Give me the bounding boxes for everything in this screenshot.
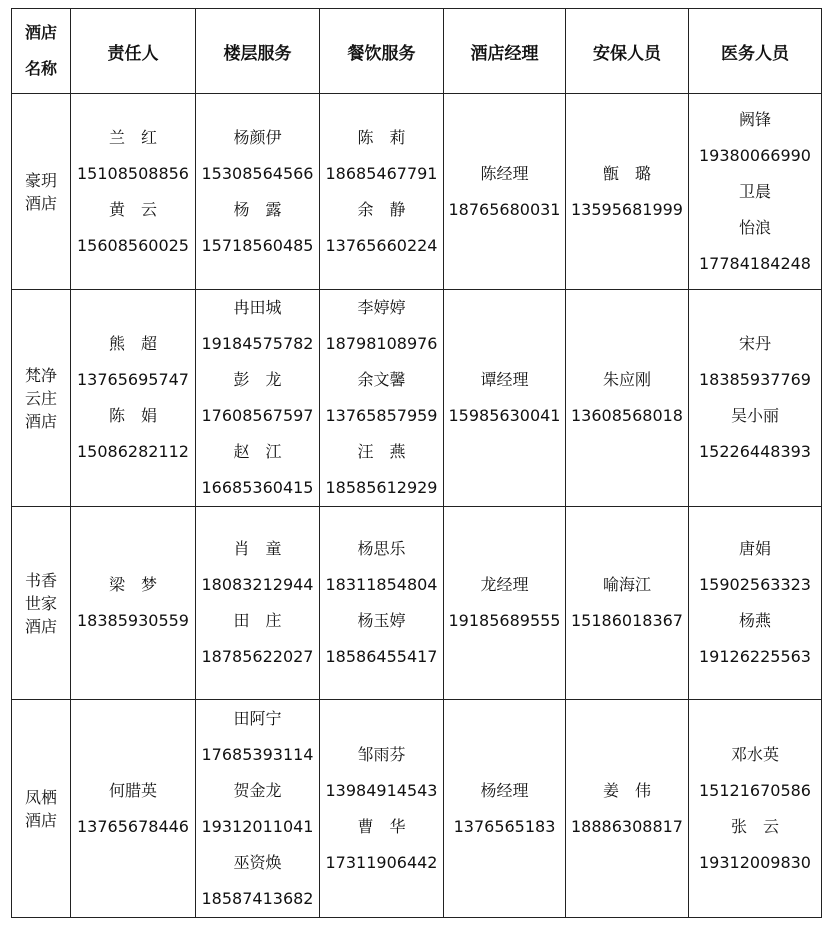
cell-line: 17608567597	[201, 406, 314, 425]
cell-line: 汪 燕	[357, 442, 406, 461]
cell-line: 冉田城	[233, 298, 282, 317]
cell-line: 17311906442	[325, 852, 438, 872]
cell-line: 15902563323	[699, 575, 811, 594]
security-cell	[566, 700, 689, 918]
cell-line: 黄 云	[108, 199, 157, 219]
cell-line: 17784184248	[699, 253, 811, 273]
table-row	[12, 700, 822, 918]
floor-service-cell	[196, 700, 320, 918]
header-responsible: 责任人	[71, 9, 196, 94]
header-row	[12, 9, 822, 94]
cell-line: 何腊英	[108, 780, 157, 800]
cell-line: 18585612929	[325, 478, 438, 497]
cell-line: 18385930559	[77, 611, 189, 630]
hotel-name-line: 酒店	[24, 616, 57, 636]
cell-line: 陈 娟	[108, 406, 157, 425]
floor-service-cell	[196, 94, 320, 290]
responsible-cell	[71, 290, 196, 507]
cell-line: 田 庄	[233, 611, 282, 630]
cell-line: 田阿宁	[233, 708, 282, 728]
cell-line: 怡浪	[738, 217, 771, 237]
cell-line: 1376565183	[453, 816, 556, 836]
hotel-name-line: 酒店	[24, 411, 57, 431]
security-cell	[566, 290, 689, 507]
header-hotel-line: 酒店	[24, 23, 57, 42]
cell-line: 15086282112	[77, 442, 189, 461]
cell-line: 宋丹	[738, 334, 771, 353]
cell-line: 15121670586	[699, 780, 811, 800]
cell-line: 陈经理	[480, 163, 529, 183]
cell-line: 18083212944	[201, 575, 314, 594]
cell-line: 阙锋	[738, 109, 771, 129]
dining-service-cell	[320, 700, 444, 918]
header-floor-service: 楼层服务	[196, 9, 320, 94]
hotel-name-line: 书香	[24, 570, 57, 590]
hotel-name-line: 凤栖	[24, 787, 57, 807]
cell-line: 杨 露	[233, 199, 282, 219]
header-hotel-manager: 酒店经理	[444, 9, 566, 94]
manager-cell	[444, 507, 566, 700]
cell-line: 15308564566	[201, 163, 314, 183]
cell-line: 曹 华	[357, 816, 406, 836]
cell-line: 18785622027	[201, 647, 314, 666]
header-hotel-name	[12, 9, 71, 94]
cell-line: 18385937769	[699, 370, 811, 389]
security-cell	[566, 94, 689, 290]
cell-line: 甑 璐	[602, 163, 651, 183]
table-row	[12, 94, 822, 290]
header-dining-service: 餐饮服务	[320, 9, 444, 94]
floor-service-cell	[196, 507, 320, 700]
cell-line: 18685467791	[325, 163, 438, 183]
cell-line: 18587413682	[201, 888, 314, 908]
cell-line: 邓水英	[730, 744, 779, 764]
cell-line: 张 云	[730, 816, 779, 836]
table-row	[12, 507, 822, 700]
cell-line: 19312009830	[699, 852, 811, 872]
responsible-cell	[71, 700, 196, 918]
cell-line: 陈 莉	[357, 127, 406, 147]
cell-line: 13608568018	[571, 406, 683, 425]
cell-line: 杨经理	[480, 780, 529, 800]
cell-line: 龙经理	[480, 575, 529, 594]
cell-line: 13984914543	[325, 780, 438, 800]
medical-cell	[689, 94, 822, 290]
cell-line: 18765680031	[448, 199, 561, 219]
hotel-name-cell	[12, 507, 71, 700]
medical-cell	[689, 507, 822, 700]
cell-line: 18886308817	[571, 816, 683, 836]
cell-line: 17685393114	[201, 744, 314, 764]
dining-service-cell	[320, 94, 444, 290]
header-security-staff: 安保人员	[566, 9, 689, 94]
cell-line: 余文馨	[357, 370, 406, 389]
hotel-name-cell	[12, 290, 71, 507]
medical-cell	[689, 290, 822, 507]
hotel-name-cell	[12, 94, 71, 290]
cell-line: 15608560025	[77, 235, 189, 255]
cell-line: 邹雨芬	[357, 744, 406, 764]
manager-cell	[444, 700, 566, 918]
manager-cell	[444, 94, 566, 290]
cell-line: 15186018367	[571, 611, 683, 630]
header-hotel-line: 名称	[24, 59, 57, 78]
cell-line: 李婷婷	[357, 298, 406, 317]
cell-line: 19185689555	[448, 611, 561, 630]
hotel-name-line: 云庄	[24, 388, 57, 408]
hotel-staff-table	[11, 8, 822, 918]
cell-line: 19312011041	[201, 816, 314, 836]
cell-line: 熊 超	[108, 334, 157, 353]
hotel-name-line: 豪玥	[24, 170, 57, 190]
cell-line: 15985630041	[448, 406, 561, 425]
hotel-name-line: 世家	[24, 593, 57, 613]
dining-service-cell	[320, 507, 444, 700]
cell-line: 喻海江	[602, 575, 651, 594]
cell-line: 16685360415	[201, 478, 314, 497]
cell-line: 兰 红	[108, 127, 157, 147]
cell-line: 13765660224	[325, 235, 438, 255]
hotel-name-line: 梵净	[24, 365, 57, 385]
cell-line: 姜 伟	[602, 780, 651, 800]
cell-line: 13765857959	[325, 406, 438, 425]
cell-line: 杨思乐	[357, 539, 406, 558]
dining-service-cell	[320, 290, 444, 507]
hotel-name-line: 酒店	[24, 810, 57, 830]
manager-cell	[444, 290, 566, 507]
cell-line: 肖 童	[233, 539, 282, 558]
cell-line: 13765695747	[77, 370, 189, 389]
cell-line: 谭经理	[480, 370, 529, 389]
floor-service-cell	[196, 290, 320, 507]
cell-line: 18798108976	[325, 334, 438, 353]
cell-line: 杨颜伊	[233, 127, 282, 147]
cell-line: 巫资焕	[233, 852, 282, 872]
responsible-cell	[71, 94, 196, 290]
cell-line: 19380066990	[699, 145, 811, 165]
cell-line: 杨玉婷	[357, 611, 406, 630]
cell-line: 19126225563	[699, 647, 811, 666]
hotel-name-cell	[12, 700, 71, 918]
cell-line: 15718560485	[201, 235, 314, 255]
cell-line: 卫晨	[738, 181, 771, 201]
cell-line: 13595681999	[571, 199, 683, 219]
hotel-name-line: 酒店	[24, 193, 57, 213]
cell-line: 彭 龙	[233, 370, 282, 389]
cell-line: 余 静	[357, 199, 406, 219]
cell-line: 19184575782	[201, 334, 314, 353]
responsible-cell	[71, 507, 196, 700]
cell-line: 15108508856	[77, 163, 189, 183]
cell-line: 吴小丽	[730, 406, 779, 425]
medical-cell	[689, 700, 822, 918]
cell-line: 赵 江	[233, 442, 282, 461]
cell-line: 贺金龙	[233, 780, 282, 800]
table-row	[12, 290, 822, 507]
cell-line: 18311854804	[325, 575, 438, 594]
security-cell	[566, 507, 689, 700]
cell-line: 杨燕	[738, 611, 771, 630]
cell-line: 唐娟	[738, 539, 771, 558]
cell-line: 梁 梦	[108, 575, 157, 594]
header-medical-staff: 医务人员	[689, 9, 822, 94]
cell-line: 15226448393	[699, 442, 811, 461]
cell-line: 朱应刚	[602, 370, 651, 389]
cell-line: 13765678446	[77, 816, 189, 836]
cell-line: 18586455417	[325, 647, 438, 666]
